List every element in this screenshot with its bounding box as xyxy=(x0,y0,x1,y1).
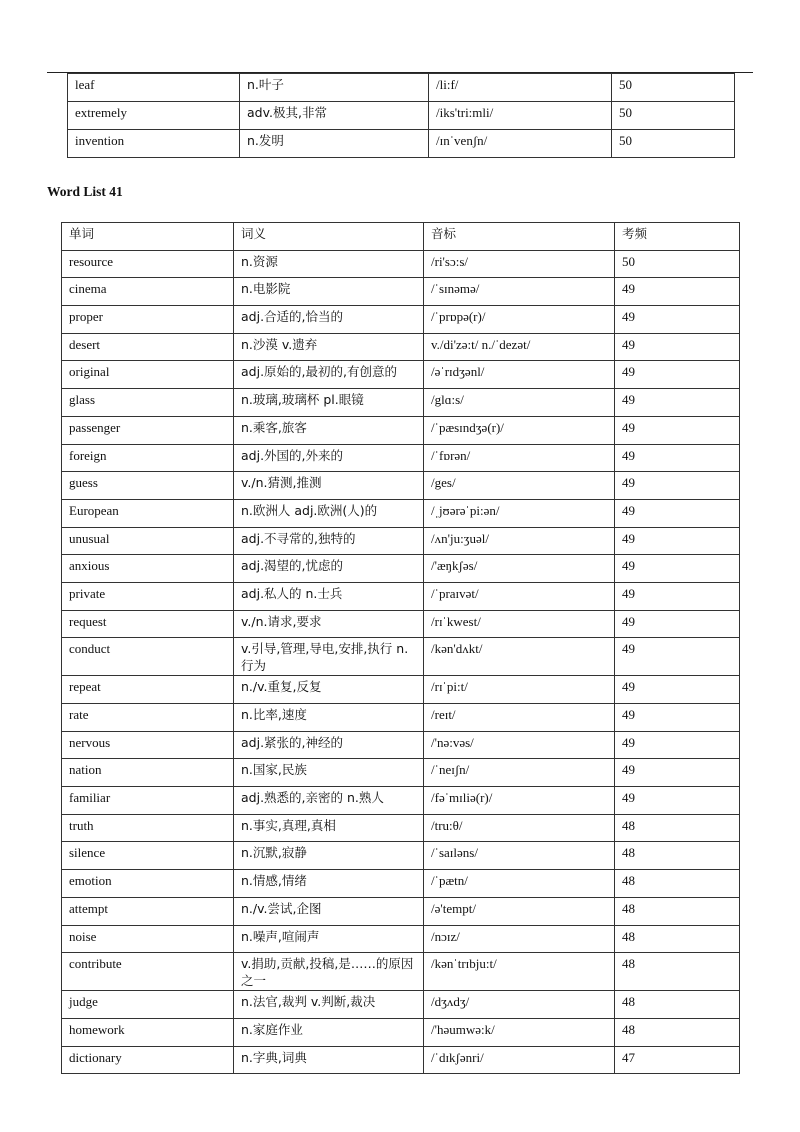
table-row xyxy=(62,610,740,638)
word-cell: silence xyxy=(62,842,234,870)
word-cell: attempt xyxy=(62,897,234,925)
meaning-cell: v.捐助,贡献,投稿,是……的原因之一 xyxy=(234,953,424,991)
frequency-cell: 49 xyxy=(615,582,740,610)
header-meaning: 词义 xyxy=(234,223,424,251)
table-row xyxy=(62,278,740,306)
phonetic-cell: /ə'tempt/ xyxy=(424,897,615,925)
word-cell: desert xyxy=(62,333,234,361)
meaning-cell: n.乘客,旅客 xyxy=(234,416,424,444)
table-row xyxy=(62,787,740,815)
frequency-cell: 48 xyxy=(615,897,740,925)
word-cell: request xyxy=(62,610,234,638)
table-row xyxy=(62,389,740,417)
table-row xyxy=(62,991,740,1019)
frequency-cell: 49 xyxy=(615,759,740,787)
word-cell: cinema xyxy=(62,278,234,306)
meaning-cell: n.沙漠 v.遗弃 xyxy=(234,333,424,361)
word-cell: truth xyxy=(62,814,234,842)
meaning-cell: n./v.尝试,企图 xyxy=(234,897,424,925)
phonetic-cell: /ˌjʊərəˈpi:ən/ xyxy=(424,499,615,527)
meaning-cell: n.比率,速度 xyxy=(234,704,424,732)
word-cell: homework xyxy=(62,1018,234,1046)
frequency-cell: 49 xyxy=(615,787,740,815)
word-list-table xyxy=(61,222,740,1074)
table-row xyxy=(62,704,740,732)
word-cell: dictionary xyxy=(62,1046,234,1074)
word-cell: extremely xyxy=(68,102,240,130)
header-word: 单词 xyxy=(62,223,234,251)
table-row xyxy=(62,527,740,555)
frequency-cell: 48 xyxy=(615,814,740,842)
phonetic-cell: /ˈpætn/ xyxy=(424,870,615,898)
table-row xyxy=(62,897,740,925)
frequency-cell: 47 xyxy=(615,1046,740,1074)
table-header-row xyxy=(62,223,740,251)
frequency-cell: 48 xyxy=(615,925,740,953)
word-cell: contribute xyxy=(62,953,234,991)
table-row xyxy=(62,953,740,991)
table-row xyxy=(62,1018,740,1046)
meaning-cell: n.情感,情绪 xyxy=(234,870,424,898)
word-cell: anxious xyxy=(62,555,234,583)
frequency-cell: 49 xyxy=(615,610,740,638)
phonetic-cell: /tru:θ/ xyxy=(424,814,615,842)
section-title: Word List 41 xyxy=(47,184,123,199)
phonetic-cell: /reɪt/ xyxy=(424,704,615,732)
meaning-cell: n.叶子 xyxy=(240,74,429,102)
frequency-cell: 49 xyxy=(615,333,740,361)
phonetic-cell: /ˈpraɪvət/ xyxy=(424,582,615,610)
table-row xyxy=(62,759,740,787)
phonetic-cell: /'həumwə:k/ xyxy=(424,1018,615,1046)
phonetic-cell: /fəˈmɪliə(r)/ xyxy=(424,787,615,815)
word-cell: guess xyxy=(62,472,234,500)
table-row xyxy=(62,499,740,527)
phonetic-cell: /ɪnˈvenʃn/ xyxy=(429,130,612,158)
meaning-cell: adj.不寻常的,独特的 xyxy=(234,527,424,555)
frequency-cell: 49 xyxy=(615,499,740,527)
table-row xyxy=(62,306,740,334)
table-row xyxy=(68,102,735,130)
frequency-cell: 49 xyxy=(615,306,740,334)
meaning-cell: n.家庭作业 xyxy=(234,1018,424,1046)
table-row xyxy=(62,472,740,500)
word-cell: invention xyxy=(68,130,240,158)
word-cell: nervous xyxy=(62,731,234,759)
frequency-cell: 49 xyxy=(615,555,740,583)
phonetic-cell: /kənˈtrɪbju:t/ xyxy=(424,953,615,991)
phonetic-cell: /rɪˈkwest/ xyxy=(424,610,615,638)
meaning-cell: n.发明 xyxy=(240,130,429,158)
word-cell: unusual xyxy=(62,527,234,555)
phonetic-cell: /ˈpæsɪndʒə(r)/ xyxy=(424,416,615,444)
word-cell: European xyxy=(62,499,234,527)
table-row xyxy=(68,74,735,102)
table-row xyxy=(62,416,740,444)
word-list-body xyxy=(62,250,740,1074)
table-row xyxy=(62,925,740,953)
meaning-cell: adj.合适的,恰当的 xyxy=(234,306,424,334)
word-cell: glass xyxy=(62,389,234,417)
word-cell: nation xyxy=(62,759,234,787)
header-frequency: 考频 xyxy=(615,223,740,251)
table-row xyxy=(62,870,740,898)
meaning-cell: n.事实,真理,真相 xyxy=(234,814,424,842)
phonetic-cell: /ˈsɪnəmə/ xyxy=(424,278,615,306)
word-cell: private xyxy=(62,582,234,610)
meaning-cell: n.欧洲人 adj.欧洲(人)的 xyxy=(234,499,424,527)
meaning-cell: adj.原始的,最初的,有创意的 xyxy=(234,361,424,389)
meaning-cell: n.噪声,喧闹声 xyxy=(234,925,424,953)
frequency-cell: 50 xyxy=(612,74,735,102)
meaning-cell: n./v.重复,反复 xyxy=(234,676,424,704)
phonetic-cell: /ges/ xyxy=(424,472,615,500)
table-row xyxy=(62,582,740,610)
phonetic-cell: /ˈfɒrən/ xyxy=(424,444,615,472)
frequency-cell: 48 xyxy=(615,991,740,1019)
table-row xyxy=(62,361,740,389)
frequency-cell: 48 xyxy=(615,842,740,870)
table-row xyxy=(62,333,740,361)
table-row xyxy=(68,130,735,158)
phonetic-cell: /'nə:vəs/ xyxy=(424,731,615,759)
phonetic-cell: /ʌn'ju:ʒuəl/ xyxy=(424,527,615,555)
frequency-cell: 49 xyxy=(615,472,740,500)
meaning-cell: v.引导,管理,导电,安排,执行 n.行为 xyxy=(234,638,424,676)
meaning-cell: adj.私人的 n.士兵 xyxy=(234,582,424,610)
meaning-cell: n.电影院 xyxy=(234,278,424,306)
meaning-cell: n.沉默,寂静 xyxy=(234,842,424,870)
frequency-cell: 49 xyxy=(615,278,740,306)
phonetic-cell: /ˈprɒpə(r)/ xyxy=(424,306,615,334)
word-cell: rate xyxy=(62,704,234,732)
word-cell: judge xyxy=(62,991,234,1019)
table-row xyxy=(62,250,740,278)
frequency-cell: 48 xyxy=(615,1018,740,1046)
phonetic-cell: /iks'tri:mli/ xyxy=(429,102,612,130)
word-cell: original xyxy=(62,361,234,389)
previous-word-table xyxy=(67,73,735,158)
word-cell: repeat xyxy=(62,676,234,704)
meaning-cell: n.玻璃,玻璃杯 pl.眼镜 xyxy=(234,389,424,417)
frequency-cell: 50 xyxy=(612,102,735,130)
word-cell: foreign xyxy=(62,444,234,472)
phonetic-cell: /ˈsaɪləns/ xyxy=(424,842,615,870)
phonetic-cell: /ˈdɪkʃənri/ xyxy=(424,1046,615,1074)
phonetic-cell: /'æŋkʃəs/ xyxy=(424,555,615,583)
meaning-cell: v./n.猜测,推测 xyxy=(234,472,424,500)
word-cell: emotion xyxy=(62,870,234,898)
phonetic-cell: /li:f/ xyxy=(429,74,612,102)
phonetic-cell: /kən'dʌkt/ xyxy=(424,638,615,676)
phonetic-cell: /glɑ:s/ xyxy=(424,389,615,417)
meaning-cell: adj.外国的,外来的 xyxy=(234,444,424,472)
word-cell: passenger xyxy=(62,416,234,444)
phonetic-cell: v./di'zə:t/ n./ˈdezət/ xyxy=(424,333,615,361)
word-cell: familiar xyxy=(62,787,234,815)
table-row xyxy=(62,444,740,472)
meaning-cell: v./n.请求,要求 xyxy=(234,610,424,638)
table-row xyxy=(62,731,740,759)
word-cell: proper xyxy=(62,306,234,334)
frequency-cell: 49 xyxy=(615,676,740,704)
meaning-cell: n.资源 xyxy=(234,250,424,278)
frequency-cell: 49 xyxy=(615,361,740,389)
frequency-cell: 50 xyxy=(615,250,740,278)
table-row xyxy=(62,555,740,583)
word-cell: leaf xyxy=(68,74,240,102)
meaning-cell: adj.熟悉的,亲密的 n.熟人 xyxy=(234,787,424,815)
frequency-cell: 49 xyxy=(615,444,740,472)
meaning-cell: n.字典,词典 xyxy=(234,1046,424,1074)
meaning-cell: adj.渴望的,忧虑的 xyxy=(234,555,424,583)
frequency-cell: 49 xyxy=(615,527,740,555)
table-row xyxy=(62,638,740,676)
word-cell: resource xyxy=(62,250,234,278)
phonetic-cell: /dʒʌdʒ/ xyxy=(424,991,615,1019)
phonetic-cell: /ri'sɔ:s/ xyxy=(424,250,615,278)
previous-table-body xyxy=(68,74,735,158)
frequency-cell: 48 xyxy=(615,953,740,991)
meaning-cell: adj.紧张的,神经的 xyxy=(234,731,424,759)
frequency-cell: 49 xyxy=(615,704,740,732)
table-row xyxy=(62,842,740,870)
header-phonetic: 音标 xyxy=(424,223,615,251)
word-cell: noise xyxy=(62,925,234,953)
frequency-cell: 49 xyxy=(615,638,740,676)
frequency-cell: 49 xyxy=(615,731,740,759)
meaning-cell: n.法官,裁判 v.判断,裁决 xyxy=(234,991,424,1019)
table-row xyxy=(62,676,740,704)
word-cell: conduct xyxy=(62,638,234,676)
phonetic-cell: /əˈrɪdʒənl/ xyxy=(424,361,615,389)
frequency-cell: 49 xyxy=(615,416,740,444)
meaning-cell: n.国家,民族 xyxy=(234,759,424,787)
frequency-cell: 50 xyxy=(612,130,735,158)
phonetic-cell: /rɪˈpi:t/ xyxy=(424,676,615,704)
table-row xyxy=(62,814,740,842)
frequency-cell: 49 xyxy=(615,389,740,417)
table-row xyxy=(62,1046,740,1074)
meaning-cell: adv.极其,非常 xyxy=(240,102,429,130)
frequency-cell: 48 xyxy=(615,870,740,898)
phonetic-cell: /nɔɪz/ xyxy=(424,925,615,953)
phonetic-cell: /ˈneɪʃn/ xyxy=(424,759,615,787)
